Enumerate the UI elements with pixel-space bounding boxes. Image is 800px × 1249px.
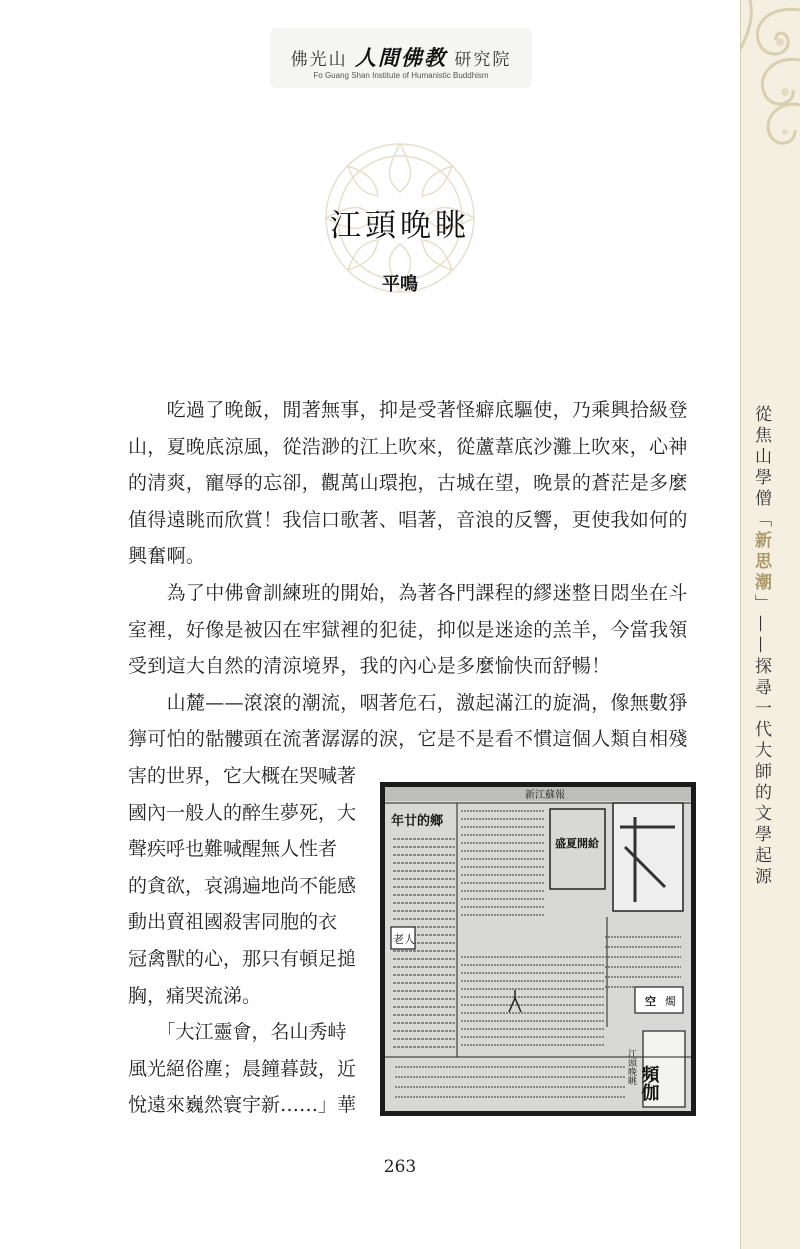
newspaper-layout [385, 787, 691, 1111]
body-line: 冠禽獸的心，那只有頓足搥 [128, 947, 357, 970]
body-line: 胸，痛哭流涕。 [128, 984, 262, 1007]
body-line: 室裡，好像是被囚在牢獄裡的犯徒，抑似是迷途的羔羊，今當我領 [128, 618, 688, 641]
institute-logo-header [270, 28, 532, 88]
institute-prefix: 佛光山 [290, 50, 348, 70]
institute-name [270, 42, 532, 72]
body-line: 「大江靈會，名山秀峙 [128, 1021, 347, 1044]
institute-suffix: 研究院 [454, 50, 512, 70]
body-line: 獰可怕的骷髏頭在流著潺潺的淚，它是不是看不慣這個人類自相殘 [128, 728, 688, 751]
body-line: 山麓——滾滾的潮流，咽著危石，激起滿江的旋渦，像無數猙 [128, 691, 688, 714]
article-title: 江頭晚眺 [330, 208, 470, 244]
article-author: 平鳴 [382, 274, 418, 295]
newspaper-large-heading: 頻伽 [638, 1065, 660, 1101]
body-line: 受到這大自然的清涼境界，我的內心是多麼愉快而舒暢！ [128, 655, 611, 678]
body-line: 害的世界，它大概在哭喊著 [128, 765, 357, 787]
body-line: 的清爽，寵辱的忘卻，觀萬山環抱，古城在望，晚景的蒼茫是多麼 [128, 472, 688, 495]
newspaper-box-heading: 盛夏開給 [555, 837, 599, 850]
body-line: 興奮啊。 [128, 545, 206, 568]
article-body-narrow [128, 758, 363, 1124]
body-line: 值得遠眺而欣賞！我信口歌著、唱著，音浪的反響，更使我如何的 [128, 508, 688, 531]
article-body [128, 392, 698, 758]
body-line: 悅遠來巍然寰宇新……」華 [128, 1094, 357, 1117]
body-line: 為了中佛會訓練班的開始，為著各門課程的繆迷整日悶坐在斗 [128, 581, 688, 604]
newspaper-box-label: 空 [645, 995, 656, 1008]
newspaper-masthead: 新江蘇報 [525, 790, 565, 801]
newspaper-clipping-image [380, 782, 696, 1116]
body-line: 的貪欲，哀鴻遍地尚不能感 [128, 874, 357, 897]
newspaper-column-heading: 年廿的鄉 [391, 814, 444, 829]
newspaper-small-heading: 江頭晚眺 [626, 1049, 636, 1085]
institute-main: 人間佛教 [355, 45, 447, 70]
page-number: 263 [383, 1157, 417, 1177]
body-line: 山，夏晚底涼風，從浩渺的江上吹來，從蘆葦底沙灘上吹來，心神 [128, 435, 688, 458]
body-line: 吃過了晚飯，閒著無事，抑是受著怪癖底驅使，乃乘興拾級登 [128, 399, 688, 421]
running-title-part1: 從焦山學僧「 [751, 405, 771, 531]
body-line: 聲疾呼也難喊醒無人性者 [128, 838, 338, 861]
running-title-vertical [750, 405, 772, 888]
newspaper-corner-text: 老人 [393, 933, 415, 946]
floral-corner-ornament [740, 0, 800, 160]
running-title-accent: 新思潮 [751, 531, 771, 594]
body-line: 風光絕俗塵；晨鐘暮鼓，近 [128, 1057, 357, 1080]
running-title-part2: 」——探尋一代大師的文學起源 [751, 594, 771, 888]
newspaper-box-label-2: 燭 [665, 995, 676, 1008]
body-line: 動出賣祖國殺害同胞的衣 [128, 911, 338, 934]
institute-english-name: Fo Guang Shan Institute of Humanistic Buddhism [313, 71, 489, 80]
body-line: 國內一般人的醉生夢死，大 [128, 801, 357, 824]
newspaper-page [385, 787, 691, 1111]
